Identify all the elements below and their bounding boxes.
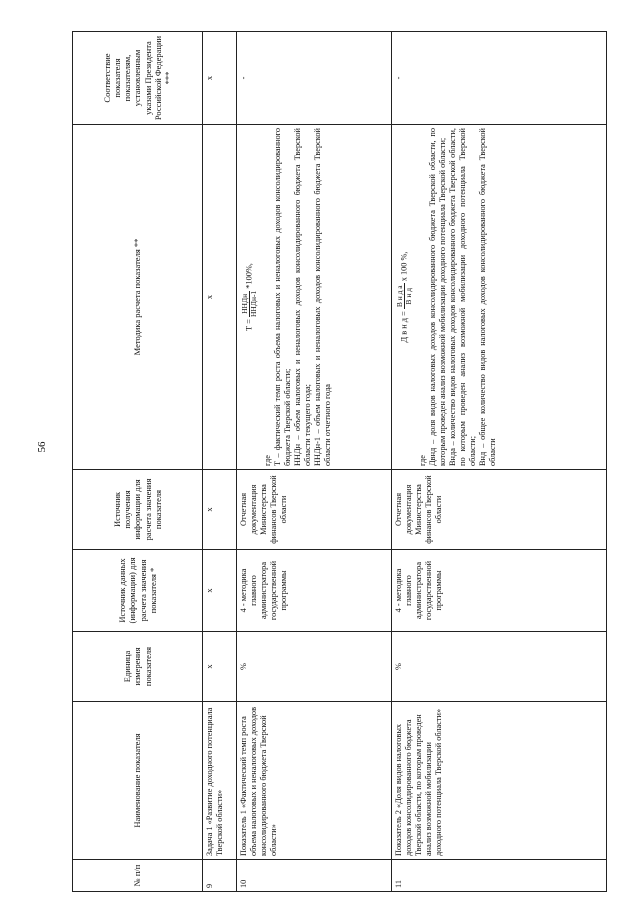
header-row [73,32,203,892]
cell-source-receive: х [203,470,237,550]
cell-source-data: х [203,550,237,632]
rotated-table-container [72,32,607,892]
cell-method [392,125,607,470]
header-source-receive: Источник получения информации для расчета значения показателя [73,470,203,550]
formula [241,128,259,466]
cell-source-receive: Отчетная документация Министерства финансов Тверской области [392,470,607,550]
formula-numerator: ННДн [241,291,250,317]
formula-fraction [241,291,259,317]
cell-source-data: 4 - методика главного администратора государственной программы [392,550,607,632]
formula-fraction [396,283,414,309]
header-unit: Единица измерения показателя [73,632,203,702]
method-line: Внд – общее количество видов налоговых доходов консолидированного бюджета Тверской области [478,128,498,466]
formula-rhs: х 100 %, [399,251,409,282]
method-line: ННДн – объем налоговых и неналоговых доходов консолидированного бюджета Тверской области текущего года; [292,128,312,466]
formula-denominator: ННДн-1 [249,290,259,317]
cell-compliance: х [203,32,237,125]
where-label: где [262,455,272,466]
cell-compliance: - [392,32,607,125]
method-line: Внда – количество видов налоговых доходов консолидированного бюджета Тверской области, по которым проведен анализ возможной мобилизации доходного потенциала Тверской области; [447,128,478,466]
cell-num: 11 [392,860,607,892]
cell-source-receive: Отчетная документация Министерства финансов Тверской области [237,470,392,550]
formula-lhs: Т = [244,319,254,331]
cell-num: 10 [237,860,392,892]
method-line: ННДн-1 – объем налоговых и неналоговых доходов консолидированного бюджета Тверской области отчетного года [313,128,333,466]
cell-compliance: - [237,32,392,125]
cell-name: Показатель 2 «Доля видов налоговых доходов консолидированного бюджета Тверской области, по которым проведен анализ возможной мобилизации доходного потенциала Тверской области» [392,702,607,860]
page-number: 56 [36,441,48,453]
cell-unit: х [203,632,237,702]
header-name: Наименование показателя [73,702,203,860]
header-num: № п/п [73,860,203,892]
cell-unit: % [392,632,607,702]
cell-num: 9 [203,860,237,892]
cell-name: Задача 1 «Развитие доходного потенциала Тверской области» [203,702,237,860]
method-line: Двнд – доля видов налоговых доходов консолидированного бюджета Тверской области, по которым проведен анализ возможной мобилизации доходного потенциала Тверской области; [427,128,447,466]
formula-numerator: В н д а [395,285,404,308]
header-compliance: Соответствие показателя показателям, установленным указами Президента Российской Федерации *** [73,32,203,125]
indicators-table [72,31,607,892]
cell-name: Показатель 1 «Фактический темп роста объема налоговых и неналоговых доходов консолидированного бюджета Тверской области» [237,702,392,860]
table-row [392,32,607,892]
formula [396,128,414,466]
formula-rhs: *100%, [244,263,254,289]
cell-unit: % [237,632,392,702]
where-label: где [417,455,427,466]
header-method: Методика расчета показателя ** [73,125,203,470]
formula-denominator: В н д [404,287,414,305]
formula-lhs: Д в н д = [399,311,409,343]
cell-method: х [203,125,237,470]
header-source-data: Источник данных (информации) для расчета значения показателя * [73,550,203,632]
cell-source-data: 4 - методика главного администратора государственной программы [237,550,392,632]
table-row [203,32,237,892]
cell-method [237,125,392,470]
method-line: Т – фактический темп роста объема налоговых и неналоговых доходов консолидированного бюджета Тверской области; [272,128,292,466]
table-row [237,32,392,892]
